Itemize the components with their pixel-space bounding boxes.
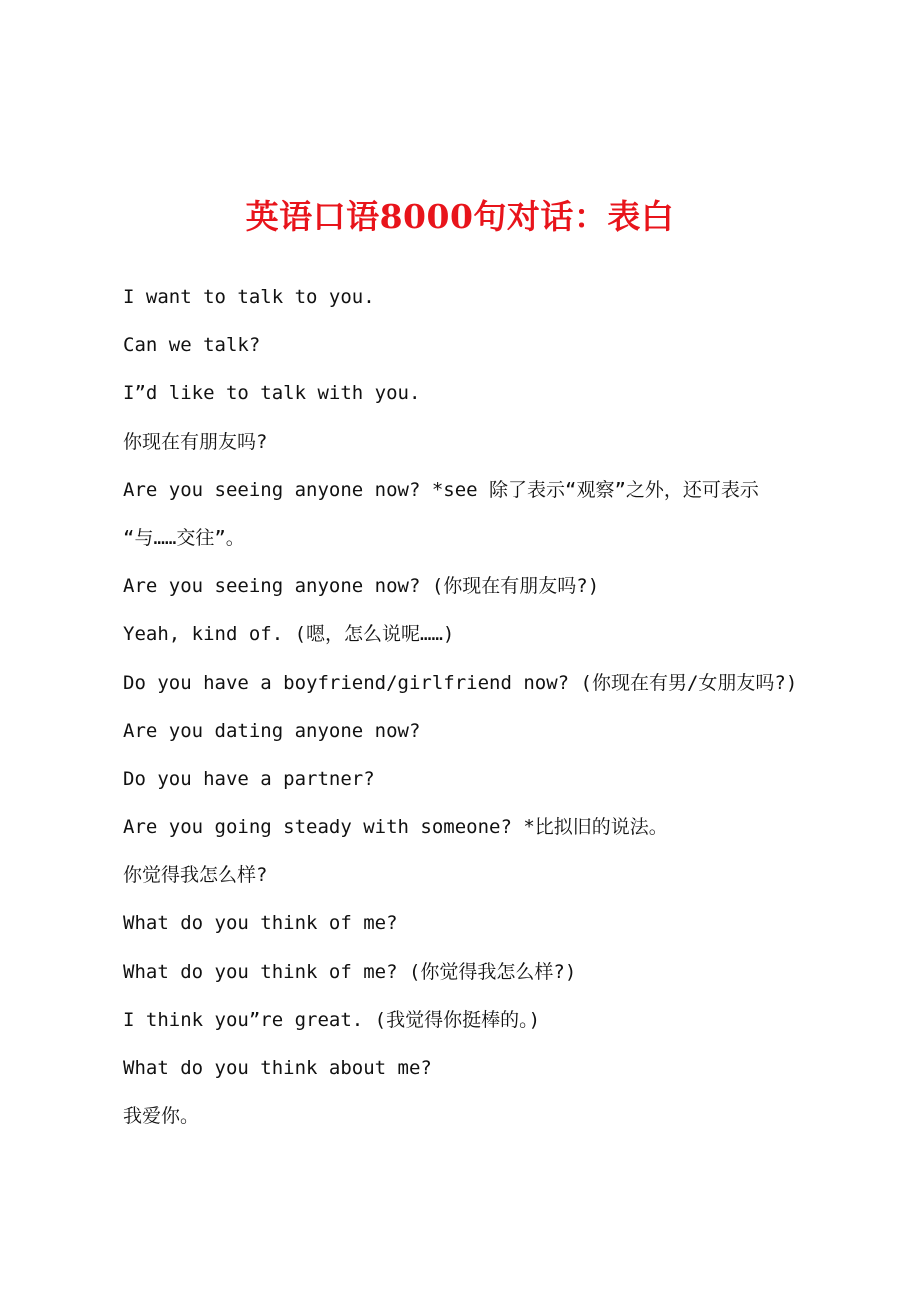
document-body (123, 277, 823, 1144)
text-line: Do you have a boyfriend/girlfriend now? (你现在有男/女朋友吗?) (123, 671, 798, 694)
text-line: What do you think of me? (你觉得我怎么样?) (123, 960, 577, 983)
text-line: 你现在有朋友吗? (123, 430, 268, 453)
text-line: Do you have a partner? (123, 767, 375, 790)
text-line: Can we talk? (123, 334, 261, 357)
document-title: 英语口语8000句对话：表白 (245, 197, 675, 236)
text-line: I think you”re great. (我觉得你挺棒的。) (123, 1008, 541, 1031)
text-line: I want to talk to you. (123, 286, 375, 308)
text-line: 我爱你。 (123, 1105, 200, 1128)
text-line: Are you seeing anyone now? (你现在有朋友吗?) (123, 575, 600, 598)
text-line: What do you think about me? (123, 1057, 432, 1079)
text-line: Yeah, kind of. (嗯，怎么说呢……) (123, 623, 455, 646)
text-line: Are you dating anyone now? (123, 719, 421, 742)
text-line: I”d like to talk with you. (123, 382, 421, 405)
text-line: 你觉得我怎么样? (123, 864, 268, 887)
text-line: “与……交往”。 (123, 526, 245, 549)
text-line: Are you going steady with someone? *比拟旧的说法。 (123, 816, 668, 839)
text-line: Are you seeing anyone now? *see 除了表示“观察”之外，还可表示 (123, 478, 759, 501)
text-line: What do you think of me? (123, 912, 398, 935)
